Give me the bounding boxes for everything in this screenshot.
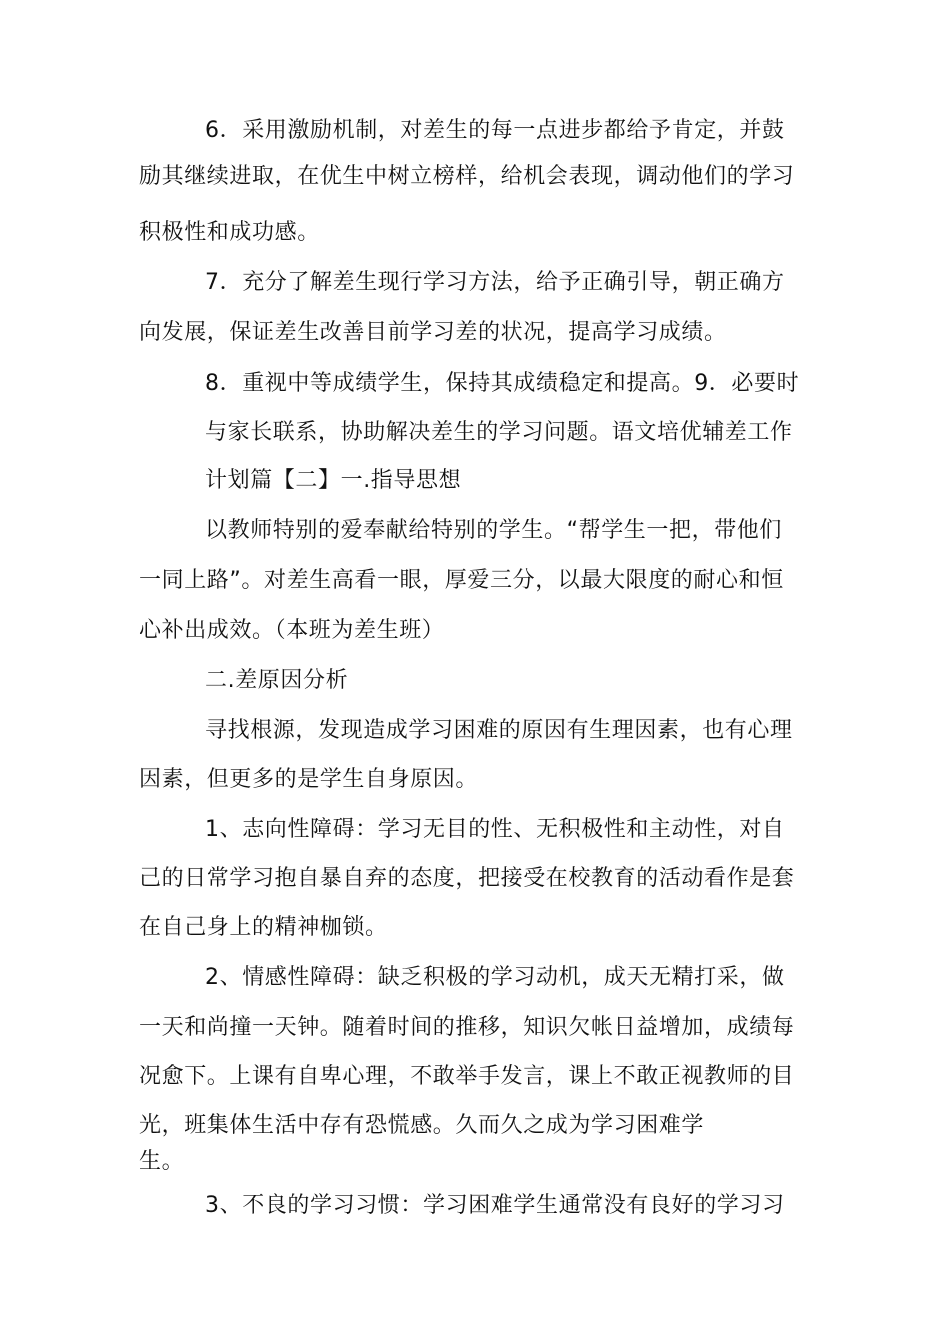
text-line: 生。 [139,1149,185,1174]
text-line: 一同上路”。对差生高看一眼，厚爱三分，以最大限度的耐心和恒 [139,568,784,593]
text-line: 6．采用激励机制，对差生的每一点进步都给予肯定，并鼓 [205,118,785,143]
text-line: 8．重视中等成绩学生，保持其成绩稳定和提高。9．必要时 [205,371,800,396]
text-line: 寻找根源，发现造成学习困难的原因有生理因素，也有心理 [205,718,793,743]
text-line: 2、情感性障碍：缺乏积极的学习动机，成天无精打采，做 [205,965,785,990]
text-line: 一天和尚撞一天钟。随着时间的推移，知识欠帐日益增加，成绩每 [139,1015,795,1040]
text-line: 心补出成效。（本班为差生班） [139,618,445,643]
text-line: 己的日常学习抱自暴自弃的态度，把接受在校教育的活动看作是套 [139,866,795,891]
text-line: 二.差原因分析 [205,668,349,693]
text-line: 与家长联系，协助解决差生的学习问题。语文培优辅差工作 [205,420,793,445]
text-line: 积极性和成功感。 [139,220,320,245]
text-line: 7．充分了解差生现行学习方法，给予正确引导，朝正确方 [205,270,785,295]
text-line: 况愈下。上课有自卑心理，不敢举手发言，课上不敢正视教师的目 [139,1064,795,1089]
text-line: 1、志向性障碍：学习无目的性、无积极性和主动性，对自 [205,817,785,842]
text-line: 因素，但更多的是学生自身原因。 [139,767,479,792]
text-line: 以教师特别的爱奉献给特别的学生。“帮学生一把，带他们 [205,518,782,543]
text-line: 在自己身上的精神枷锁。 [139,915,388,940]
text-line: 3、不良的学习习惯：学习困难学生通常没有良好的学习习 [205,1193,785,1218]
text-line: 计划篇【二】一.指导思想 [205,468,462,493]
text-line: 向发展，保证差生改善目前学习差的状况，提高学习成绩。 [139,320,727,345]
text-line: 励其继续进取，在优生中树立榜样，给机会表现，调动他们的学习 [139,164,795,189]
text-line: 光，班集体生活中存有恐慌感。久而久之成为学习困难学 [139,1113,705,1138]
